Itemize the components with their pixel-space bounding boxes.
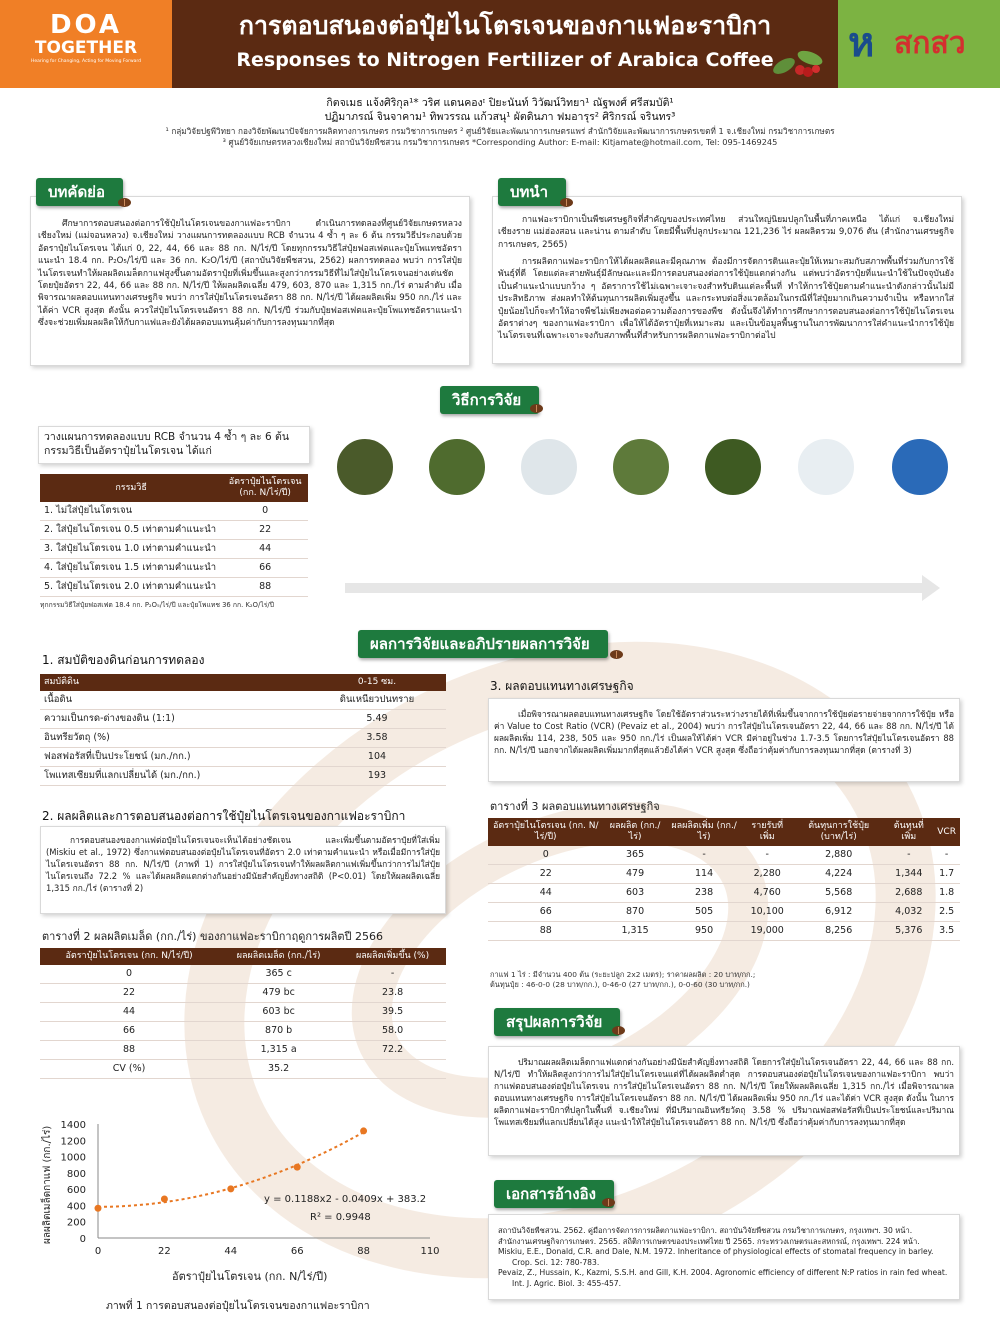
economics-table: อัตราปุ๋ยไนโตรเจน (กก. N/ไร่/ปี) ผลผลิต (กก./ไร่) ผลผลิตเพิ่ม (กก./ไร่) รายรับที่เพิ่ม ต้นทุนการใช้ปุ๋ย (บาท/ไร่) ต้นทุนที่เพิ่ม VCR 0 365 - - 2,880 - - 22 479 114 2,280 4,224 1,344 1.7 44 603 238 4,760 5,568 2,688 1.8 66 870 505 10,100 6,912 4,032 2.5 88 1,315 950 19,000 8,256 5,376 3.5 <box>488 818 960 941</box>
table3-caption: ตารางที่ 3 ผลตอบแทนทางเศรษฐกิจ <box>490 800 660 813</box>
data-point <box>227 1185 234 1192</box>
coffee-bean-icon <box>118 198 131 207</box>
authors: กิตจเมธ แจ้งศิริกุล¹* วริศ แดนคองᶦ ปิยะนันท์ วิวัฒน์วิทยา¹ ณัฐพงศ์ ศรีสมบัติ¹ ปฏิมาภรณ์ จินจาคาม¹ ทิพวรรณ แก้วสนุ¹ ผัตดินภา ฟมอารุร² ศิริกรณ์ จรินทร³ <box>324 97 676 123</box>
table-row: 0 365 c - <box>40 965 446 984</box>
table3-note: กาแฟ 1 ไร่ : มีจำนวน 400 ต้น (ระยะปลูก 2x2 เมตร); ราคาผลผลิต : 20 บาท/กก.; ต้นทุนปุ๋ย : 46-0-0 (28 บาท/กก.), 0-46-0 (27 บาท/กก.), 0-0-60 (30 บาท/กก.) <box>490 970 756 989</box>
table-row: 5. ใส่ปุ๋ยไนโตรเจน 2.0 เท่าตามคำแนะนำ 88 <box>40 578 308 597</box>
fertilizing-photo-icon <box>611 437 671 497</box>
abstract-heading: บทคัดย่อ <box>36 178 123 206</box>
nutrient-analysis-photo-icon <box>796 437 856 497</box>
y-tick-label: 1000 <box>60 1152 86 1164</box>
yield-table: อัตราปุ๋ยไนโตรเจน (กก. N/ไร่/ปี) ผลผลิตเมล็ด (กก./ไร่) ผลผลิตเพิ่มขึ้น (%) 0 365 c - 22 479 bc 23.8 44 603 bc 39.5 66 870 b 58.0 88 1,315 a 72.2 CV (%) 35.2 <box>40 948 446 1079</box>
table-row: 66 870 b 58.0 <box>40 1022 446 1041</box>
soil-sampling-photo-icon <box>427 437 487 497</box>
table-row: 3. ใส่ปุ๋ยไนโตรเจน 1.0 เท่าตามคำแนะนำ 44 <box>40 540 308 559</box>
coffee-bean-icon <box>530 404 543 413</box>
trend-equation: y = 0.1188x2 - 0.0409x + 383.2 <box>264 1194 427 1205</box>
table-row: ฟอสฟอรัสที่เป็นประโยชน์ (มก./กก.) 104 <box>40 748 446 767</box>
lab-analysis-photo-icon <box>519 437 579 497</box>
table-row: 44 603 238 4,760 5,568 2,688 1.8 <box>488 884 960 903</box>
treatment-table <box>40 474 308 597</box>
conclusion-text: ปริมาณผลผลิตเมล็ดกาแฟแตกต่างกันอย่างมีนัยสำคัญยิ่งทางสถิติ โดยการใส่ปุ๋ยไนโตรเจนอัตรา 22, 44, 66 และ 88 กก. N/ไร่/ปี ทำให้ผลิตสูงกว่าการไม่ใส่ปุ๋ยไนโตรเจนแต่ที่ได้ผลผลิตต่ำสุด การตอบสนองต่อปุ๋ยไนโตรเจนของกาแฟอะราบิกา พบว่า กาแฟตอบสนองต่อปุ๋ยไนโตรเจน การใส่ปุ๋ยไนโตรเจนอัตรา 88 กก. N/ไร่/ปี โดยให้ผลผลิตเฉลี่ย 1,315 กก./ไร่ เมื่อพิจารณาผลตอบแทนทางเศรษฐกิจ การใส่ปุ๋ยไนโตรเจนอัตรา 88 กก. N/ไร่/ปี ได้ผลผลิตเพิ่ม 950 กก./ไร่ และได้ค่า VCR สูงสุด ดังนั้น ในการผลิตกาแฟอะราบิกาที่ปลูกในพื้นที่ จ.เชียงใหม่ ที่มีปริมาณอินทรียวัตถุ 3.58 % ปริมาณฟอสฟอรัสที่เป็นประโยชน์และปริมาณโพแทสเซียมที่แลกเปลี่ยนได้สูง แนะนำให้ใส่ปุ๋ยไนโตรเจนอัตรา 88 กก. N/ไร่/ปี ซึ่งถือว่าคุ้มค่ากับการลงทุนมากที่สุด <box>494 1057 954 1127</box>
table-row: 22 479 bc 23.8 <box>40 984 446 1003</box>
coffee-bean-icon <box>612 1026 625 1035</box>
table-row: 66 870 505 10,100 6,912 4,032 2.5 <box>488 903 960 922</box>
coffee-bean-icon <box>610 650 623 659</box>
poster-title-english: Responses to Nitrogen Fertilizer of Arabica Coffee <box>236 49 774 71</box>
figure1-caption: ภาพที่ 1 การตอบสนองต่อปุ๋ยไนโตรเจนของกาแฟอะราบิกา <box>106 1300 370 1312</box>
y-axis-label: ผลผลิตเมล็ดกาแฟ (กก./ไร่) <box>42 1125 53 1244</box>
coffee-bean-icon <box>602 1198 615 1207</box>
statistics-software-icon <box>890 437 950 497</box>
x-tick-label: 66 <box>290 1246 304 1257</box>
chart-ticks <box>61 1120 440 1257</box>
table-row: 22 479 114 2,280 4,224 1,344 1.7 <box>488 865 960 884</box>
method-step-3: วิเคราะห์สมบัติทางกายภาพและเคมีของดินก่อนการทดลอง <box>504 427 594 611</box>
table-row: 1. ไม่ใส่ปุ๋ยไนโตรเจน 0 <box>40 502 308 521</box>
process-arrow <box>345 583 925 593</box>
method-step-4: ใส่ปุ๋ยในเดือนพฤษภาคม สิงหาคม และตุลาคม ตามกรรมวิธีต่าง ๆ <box>596 427 686 611</box>
x-tick-label: 110 <box>420 1246 440 1257</box>
intro-paragraph-1: กาแฟอะราบิกาเป็นพืชเศรษฐกิจที่สำคัญของประเทศไทย ส่วนใหญ่นิยมปลูกในพื้นที่ภาคเหนือ ได้แก่ จ.เชียงใหม่ เชียงราย แม่ฮ่องสอน และน่าน ตามลำดับ โดยมีพื้นที่ปลูกประมาณ 121,236 ไร่ ผลผลิตรวม 9,076 ตัน (สำนักงานเศรษฐกิจการเกษตร, 2565) <box>498 215 954 250</box>
reference-item: Miskiu, E.E., Donald, C.R. and Dale, N.M. 1972. Inheritance of physiological effects of stomatal frequency in barley. Crop. Sci. 12: 780-783. <box>498 1247 934 1267</box>
table-row: CV (%) 35.2 <box>40 1060 446 1079</box>
data-point <box>95 1205 102 1212</box>
chart-axes <box>98 1124 430 1238</box>
method-step-2: เก็บตัวอย่างดินก่อนการทดลอง <box>412 427 502 611</box>
yield-section-title: 2. ผลผลิตและการตอบสนองต่อการใช้ปุ๋ยไนโตรเจนของกาแฟอะราบิกา <box>42 809 406 823</box>
tsri-mark-icon: ห <box>848 20 875 66</box>
affiliations: ¹ กลุ่มวิจัยปฐพีวิทยา กองวิจัยพัฒนาปัจจัยการผลิตทางการเกษตร กรมวิชาการเกษตร ² ศูนย์วิจัยและพัฒนาการเกษตรแพร่ สำนักวิจัยและพัฒนาการเกษตรเขตที่ 1 จ.เชียงใหม่ กรมวิชาการเกษตร ³ ศูนย์วิจัยเกษตรหลวงเชียงใหม่ สถาบันวิจัยพืชสวน กรมวิชาการเกษตร *Corresponding Author: E-mail: Kitjamate@hotmail.com, Tel: 095-1469245 <box>165 126 835 147</box>
results-heading: ผลการวิจัยและอภิปรายผลการวิจัย <box>358 630 608 658</box>
y-tick-label: 400 <box>66 1201 86 1213</box>
table2-caption: ตารางที่ 2 ผลผลิตเมล็ด (กก./ไร่) ของกาแฟอะราบิกาฤดูการผลิตปี 2566 <box>42 930 383 943</box>
y-tick-label: 800 <box>66 1168 86 1180</box>
conclusion-heading: สรุปผลการวิจัย <box>494 1008 620 1036</box>
design-text: วางแผนการทดลองแบบ RCB จำนวน 4 ซ้ำ ๆ ละ 6 ต้น กรรมวิธีเป็นอัตราปุ๋ยไนโตรเจน ได้แก่ <box>44 431 290 457</box>
method-step-5: เก็บเกี่ยวผลผลิต สุ่มเก็บตัวอย่างใบและเก็บตัวอย่างดินหลังเก็บเกี่ยว <box>688 427 778 611</box>
reference-item: Pevaiz, Z., Hussain, K., Kazmi, S.S.H. and Gill, K.H. 2004. Agronomic efficiency of different N:P ratios in rain fed wheat. Int. J. Agric. Biol. 3: 455-457. <box>498 1268 948 1288</box>
method-step-7: วิเคราะห์ข้อมูลทางสถิติด้วยโปรแกรม irristat <box>874 427 966 611</box>
table-row: 0 365 - - 2,880 - - <box>488 846 960 865</box>
references-heading: เอกสารอ้างอิง <box>494 1180 614 1208</box>
poster-title-thai: การตอบสนองต่อปุ๋ยไนโตรเจนของกาแฟอะราบิกา <box>238 11 772 40</box>
x-tick-label: 0 <box>94 1246 102 1257</box>
method-step-6: วิเคราะห์ปริมาณธาตุอาหารในดิน ใบ และผลผลิต <box>780 427 872 611</box>
table-row: 2. ใส่ปุ๋ยไนโตรเจน 0.5 เท่าตามคำแนะนำ 22 <box>40 521 308 540</box>
x-tick-label: 22 <box>158 1246 171 1257</box>
y-tick-label: 200 <box>66 1217 86 1229</box>
y-tick-label: 1400 <box>60 1120 86 1131</box>
field-photo-icon <box>335 437 395 497</box>
methods-heading: วิธีการวิจัย <box>440 386 539 414</box>
arrow-head-icon <box>922 575 940 601</box>
rate-header: อัตราปุ๋ยไนโตรเจน (กก. N/ไร่/ปี) <box>222 474 308 502</box>
table-row: 88 1,315 950 19,000 8,256 5,376 3.5 <box>488 922 960 941</box>
intro-heading: บทนำ <box>498 178 566 206</box>
yield-response-chart <box>36 1112 456 1296</box>
data-point <box>294 1164 301 1171</box>
soil-section-title: 1. สมบัติของดินก่อนการทดลอง <box>42 653 205 667</box>
x-tick-label: 44 <box>224 1246 238 1257</box>
table-row: อินทรียวัตถุ (%) 3.58 <box>40 729 446 748</box>
table-row: 44 603 bc 39.5 <box>40 1003 446 1022</box>
abstract-text: ศึกษาการตอบสนองต่อการใช้ปุ๋ยไนโตรเจนของกาแฟอะราบิกา ดำเนินการทดลองที่ศูนย์วิจัยเกษตรหลวงเชียงใหม่ (แม่จอนหลวง) จ.เชียงใหม่ วางแผนการทดลองแบบ RCB จำนวน 4 ซ้ำ ๆ ละ 6 ต้น กรรมวิธีประกอบด้วยอัตราปุ๋ยไนโตรเจน ได้แก่ 0, 22, 44, 66 และ 88 กก. N/ไร่/ปี โดยทุกกรรมวิธีใส่ปุ๋ยฟอสเฟตและปุ๋ยโพแทชอัตราแนะนำ 18.4 กก. P₂O₅/ไร่/ปี และ 36 กก. K₂O/ไร่/ปี (สถาบันวิจัยพืชสวน, 2562) ผลการทดลอง พบว่า การใส่ปุ๋ยไนโตรเจนทำให้ผลผลิตเมล็ดกาแฟสูงขึ้นตามอัตราปุ๋ยที่เพิ่มขึ้นและสูงกว่ากรรมวิธีที่ไม่ใส่ปุ๋ยไนโตรเจนอย่างเด่นชัด โดยปุ๋ยอัตรา 22, 44, 66 และ 88 กก. N/ไร่/ปี ให้ผลผลิตเฉลี่ย 479, 603, 870 และ 1,315 กก./ไร่ ตามลำดับ เมื่อพิจารณาผลตอบแทนทางเศรษฐกิจ พบว่า การใส่ปุ๋ยไนโตรเจนอัตรา 88 กก. N/ไร่/ปี ได้ผลผลิตเพิ่ม 950 กก./ไร่ และได้ค่า VCR สูงสุด ดังนั้น ควรใส่ปุ๋ยไนโตรเจนอัตรา 88 กก. N/ไร่/ปี ร่วมกับปุ๋ยฟอสเฟตและปุ๋ยโพแทชอัตราแนะนำ ซึ่งจะช่วยเพิ่มผลผลิตให้กับกาแฟและยังได้ผลตอบแทนคุ้มค่ากับการลงทุนมากที่สุด <box>38 219 462 329</box>
coffee-bean-icon <box>560 198 573 207</box>
treatment-note: ทุกกรรมวิธีใส่ปุ๋ยฟอสเฟต 18.4 กก. P₂O₅/ไร่/ปี และปุ๋ยโพแทช 36 กก. K₂O/ไร่/ปี <box>40 601 274 609</box>
x-axis-label: อัตราปุ๋ยไนโตรเจน (กก. N/ไร่/ปี) <box>172 1270 328 1283</box>
table-row: เนื้อดิน ดินเหนียวปนทราย <box>40 691 446 710</box>
tsri-logo: ห สกสว <box>838 0 1000 88</box>
x-tick-label: 88 <box>357 1246 370 1257</box>
y-tick-label: 600 <box>66 1185 86 1197</box>
table-row: ความเป็นกรด-ด่างของดิน (1:1) 5.49 <box>40 710 446 729</box>
data-point <box>161 1195 168 1202</box>
reference-item: สถาบันวิจัยพืชสวน. 2562. คู่มือการจัดการการผลิตกาแฟอะราบิกา. สถาบันวิจัยพืชสวน กรมวิชาการเกษตร, กรุงเทพฯ. 30 หน้า. <box>498 1226 913 1235</box>
economics-text: เมื่อพิจารณาผลตอบแทนทางเศรษฐกิจ โดยใช้อัตราส่วนระหว่างรายได้ที่เพิ่มขึ้นจากการใช้ปุ๋ยต่อรายจ่ายจากการใช้ปุ๋ย หรือค่า Value to Cost Ratio (VCR) (Pevaiz et al., 2004) พบว่า การใส่ปุ๋ยไนโตรเจนอัตรา 22, 44, 66 และ 88 กก. N/ไร่/ปี ได้ผลผลิตเพิ่ม 114, 238, 505 และ 950 กก./ไร่ เป็นผลให้ได้ค่า VCR มีค่าอยู่ในช่วง 1.7-3.5 โดยการใส่ปุ๋ยไนโตรเจนอัตรา 88 กก. N/ไร่/ปี นอกจากได้ผลผลิตเพิ่มมากที่สุดแล้วยังได้ค่า VCR สูงสุด ซึ่งถือว่าคุ้มค่ากับการลงทุนมากที่สุด (ตารางที่ 3) <box>494 709 954 755</box>
coffee-branch-icon <box>770 44 832 80</box>
trend-r2: R² = 0.9948 <box>310 1212 371 1223</box>
y-tick-label: 0 <box>79 1234 86 1245</box>
yield-text: การตอบสนองของกาแฟต่อปุ๋ยไนโตรเจนจะเห็นได้อย่างชัดเจน และเพิ่มขึ้นตามอัตราปุ๋ยที่ใส่เพิ่ม (Miskiu et al., 1972) ซึ่งกาแฟตอบสนองต่อปุ๋ยไนโตรเจนที่อัตรา 2.0 เท่าตามคำแนะนำ หรือเมื่อมีการใส่ปุ๋ยไนโตรเจนอัตรา 88 กก. N/ไร่/ปี (ภาพที่ 1) การใส่ปุ๋ยไนโตรเจนทำให้ผลผลิตกาแฟเพิ่มขึ้นกว่าการไม่ใส่ปุ๋ยไนโตรเจนถึง 72.2 % และได้ผลผลิตแตกต่างกันอย่างมีนัยสำคัญยิ่งทางสถิติ (P<0.01) โดยให้ผลผลิตเฉลี่ย 1,315 กก./ไร่ (ตารางที่ 2) <box>46 835 440 893</box>
method-step-1: คัดเลือกแปลงกาแฟอะราบิกา <box>320 427 410 611</box>
y-tick-label: 1200 <box>60 1136 86 1148</box>
table-row: โพแทสเซียมที่แลกเปลี่ยนได้ (มก./กก.) 193 <box>40 767 446 786</box>
reference-item: สำนักงานเศรษฐกิจการเกษตร. 2565. สถิติการเกษตรของประเทศไทย ปี 2565. กระทรวงเกษตรและสหกรณ์, กรุงเทพฯ. 224 หน้า. <box>498 1236 920 1246</box>
soil-table: สมบัติดิน 0-15 ซม. เนื้อดิน ดินเหนียวปนทราย ความเป็นกรด-ด่างของดิน (1:1) 5.49 อินทรียวัตถุ (%) 3.58 ฟอสฟอรัสที่เป็นประโยชน์ (มก./กก.) 104 โพแทสเซียมที่แลกเปลี่ยนได้ (มก./กก.) 193 <box>40 674 446 786</box>
table-row: 88 1,315 a 72.2 <box>40 1041 446 1060</box>
data-point <box>360 1127 367 1134</box>
treatment-header: กรรมวิธี <box>40 474 222 502</box>
intro-paragraph-2: การผลิตกาแฟอะราบิกาให้ได้ผลผลิตและมีคุณภาพ ต้องมีการจัดการดินและปุ๋ยให้เหมาะสมกับสภาพพื้นที่ร่วมกับการใช้พันธุ์ที่ดี โดยแต่ละสายพันธุ์มีลักษณะและมีการตอบสนองต่อการใช้ปุ๋ยแตกต่างกัน แต่พบว่าอัตราปุ๋ยที่แนะนำใช้ในปัจจุบันยังเป็นคำแนะนำแบบกว้าง ๆ อัตราการใช้ไม่เฉพาะเจาะจงสำหรับดินแต่ละพื้นที่ ทำให้การใช้ปุ๋ยตามคำแนะนำดังกล่าวนั้นไม่มีประสิทธิภาพ ส่งผลทำให้ต้นทุนการผลิตเพิ่มสูงขึ้น และกระทบต่อสิ่งแวดล้อมในกรณีที่ใส่ปุ๋ยมากเกินความจำเป็น หรือหากใส่ปุ๋ยน้อยไปก็จะทำให้อาจพืชไม่เพียงพอต่อความต้องการของพืช ดังนั้นจึงได้ทำการศึกษาการตอบสนองต่อการใช้ปุ๋ยไนโตรเจนอัตราต่างๆ ของกาแฟอะราบิกา เพื่อให้ได้อัตราปุ๋ยที่เหมาะสม และเป็นข้อมูลพื้นฐานในการพัฒนาการใส่คำแนะนำการใช้ปุ๋ยไนโตรเจนที่เฉพาะเจาะจงกับสภาพพื้นที่สำหรับการผลิตกาแฟอะราบิกาต่อไป <box>498 257 954 342</box>
doa-together-logo: DOA TOGETHER Hearing for Changing, Acting for Moving Forward <box>0 0 172 88</box>
references-list <box>498 1226 950 1290</box>
economics-section-title: 3. ผลตอบแทนทางเศรษฐกิจ <box>490 679 634 693</box>
table-row: 4. ใส่ปุ๋ยไนโตรเจน 1.5 เท่าตามคำแนะนำ 66 <box>40 559 308 578</box>
harvest-photo-icon <box>703 437 763 497</box>
